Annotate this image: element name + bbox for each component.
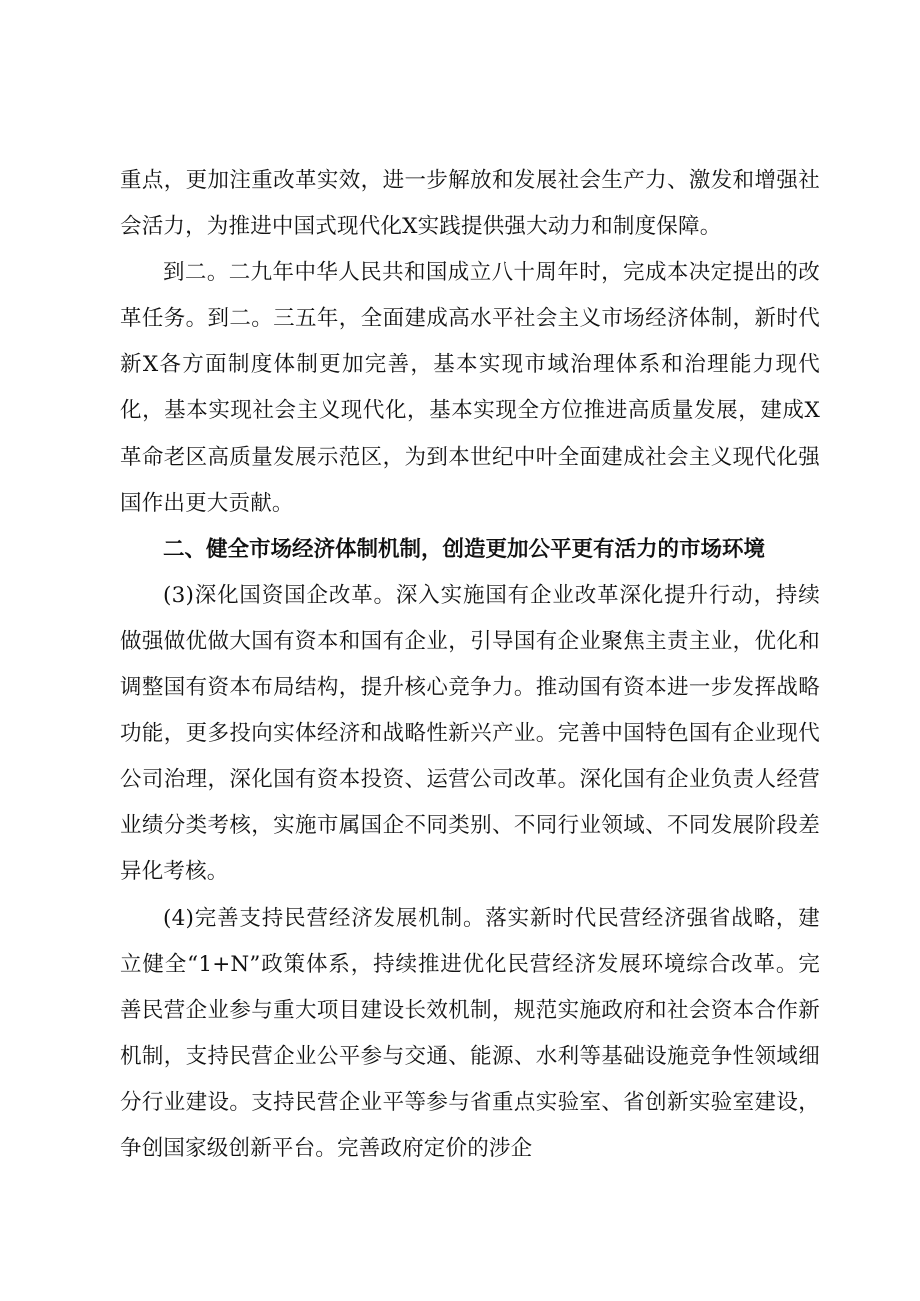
section-heading: 二、健全市场经济体制机制，创造更加公平更有活力的市场环境 — [163, 536, 766, 562]
paragraph-state-enterprise-reform: (3)深化国资国企改革。深入实施国有企业改革深化提升行动，持续做强做优做大国有资本和国有企业，引导国有企业聚焦主责主业，优化和调整国有资本布局结构，提升核心竞争力。推动国有资本进一步发挥战略功能，更多投向实体经济和战略性新兴产业。完善中国特色国有企业现代公司治理，深化国有资本投资、运营公司改革。深化国有企业负责人经营业绩分类考核，实施市属国企不同类别、不同行业领域、不同发展阶段差异化考核。 — [120, 582, 820, 885]
paragraph-timeline: 到二。二九年中华人民共和国成立八十周年时，完成本决定提出的改革任务。到二。三五年，全面建成高水平社会主义市场经济体制，新时代新X各方面制度体制更加完善，基本实现市域治理体系和治理能力现代化，基本实现社会主义现代化，基本实现全方位推进高质量发展，建成X革命老区高质量发展示范区，为到本世纪中叶全面建成社会主义现代化强国作出更大贡献。 — [120, 260, 820, 516]
paragraph-goals-continuation: 重点，更加注重改革实效，进一步解放和发展社会生产力、激发和增强社会活力，为推进中国式现代化X实践提供强大动力和制度保障。 — [120, 168, 820, 240]
paragraph-private-economy: (4)完善支持民营经济发展机制。落实新时代民营经济强省战略，建立健全“1+N”政策体系，持续推进优化民营经济发展环境综合改革。完善民营企业参与重大项目建设长效机制，规范实施政府和社会资本合作新机制，支持民营企业公平参与交通、能源、水利等基础设施竞争性领域细分行业建设。支持民营企业平等参与省重点实验室、省创新实验室建设，争创国家级创新平台。完善政府定价的涉企 — [120, 905, 820, 1161]
document-body — [120, 158, 820, 1172]
